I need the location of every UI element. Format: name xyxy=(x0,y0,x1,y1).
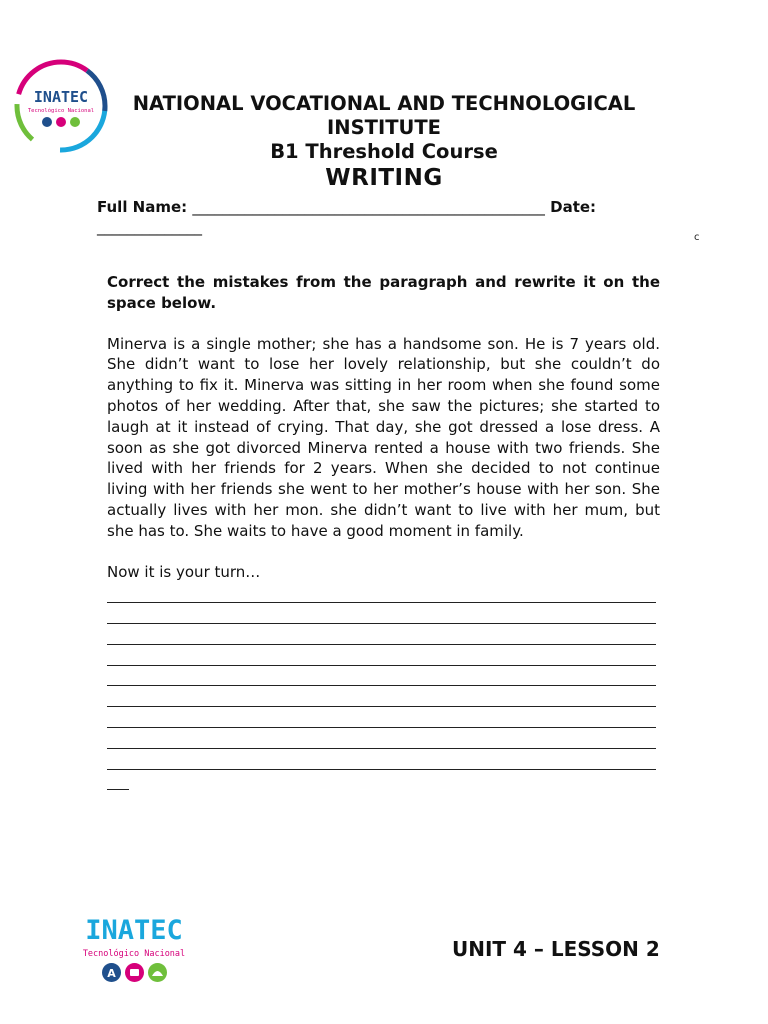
stray-mark: c xyxy=(694,232,700,243)
answer-line[interactable] xyxy=(107,603,656,624)
answer-line[interactable] xyxy=(107,582,656,603)
exercise-paragraph: Minerva is a single mother; she has a handsome son. He is 7 years old. She didn’t want to lose her lovely relationship, but she couldn’t do anything to fix it. Minerva was sitting in her room when she found some photos of her wedding. After that, she saw the pictures; she started to laugh at it instead of crying. That day, she got dressed a lose dress. A soon as she got divorced Minerva rented a house with two friends. She lived with her friends for 2 years. When she decided to not continue living with her friends she went to her mother’s house with her son. She actually lives with her mon. she didn’t want to live with her mum, but she has to. She waits to have a good moment in family. xyxy=(107,334,660,540)
bottom-logo-tagline: Tecnológico Nacional xyxy=(82,949,186,959)
full-name-blank[interactable]: _______________________________________________ xyxy=(192,198,545,216)
exercise-instruction: Correct the mistakes from the paragraph and rewrite it on the space below. xyxy=(107,273,660,312)
top-logo-brand: INATEC xyxy=(33,88,89,106)
institute-name-line1: NATIONAL VOCATIONAL AND TECHNOLOGICAL xyxy=(132,92,636,115)
bottom-logo-icons xyxy=(74,963,194,982)
document-header xyxy=(110,92,658,192)
answer-line[interactable] xyxy=(107,728,656,749)
education-icon xyxy=(102,963,121,982)
unit-lesson-label: UNIT 4 – LESSON 2 xyxy=(452,937,660,961)
svg-text:A: A xyxy=(106,967,116,980)
name-date-row xyxy=(97,198,657,217)
answer-lines[interactable] xyxy=(107,582,660,790)
training-icon xyxy=(125,963,144,982)
answer-line[interactable] xyxy=(107,707,656,728)
inatec-logo-bottom xyxy=(74,916,194,988)
answer-line[interactable] xyxy=(107,624,656,645)
answer-line[interactable] xyxy=(107,666,656,687)
answer-line-end[interactable] xyxy=(107,770,129,791)
institute-name-line2: INSTITUTE xyxy=(327,116,441,139)
exercise-content xyxy=(107,272,660,790)
inatec-logo-top xyxy=(14,58,108,154)
answer-line[interactable] xyxy=(107,686,656,707)
bottom-logo-brand: INATEC xyxy=(85,915,183,946)
course-title: B1 Threshold Course xyxy=(270,140,498,163)
answer-line[interactable] xyxy=(107,749,656,770)
answer-line[interactable] xyxy=(107,645,656,666)
full-name-label: Full Name: xyxy=(97,198,188,216)
subject-title: WRITING xyxy=(325,165,443,191)
top-logo-tagline: Tecnológico Nacional xyxy=(27,108,95,114)
date-blank[interactable]: ______________ xyxy=(97,218,202,236)
date-label: Date: xyxy=(550,198,597,216)
agriculture-icon xyxy=(148,963,167,982)
exercise-prompt: Now it is your turn… xyxy=(107,562,261,581)
